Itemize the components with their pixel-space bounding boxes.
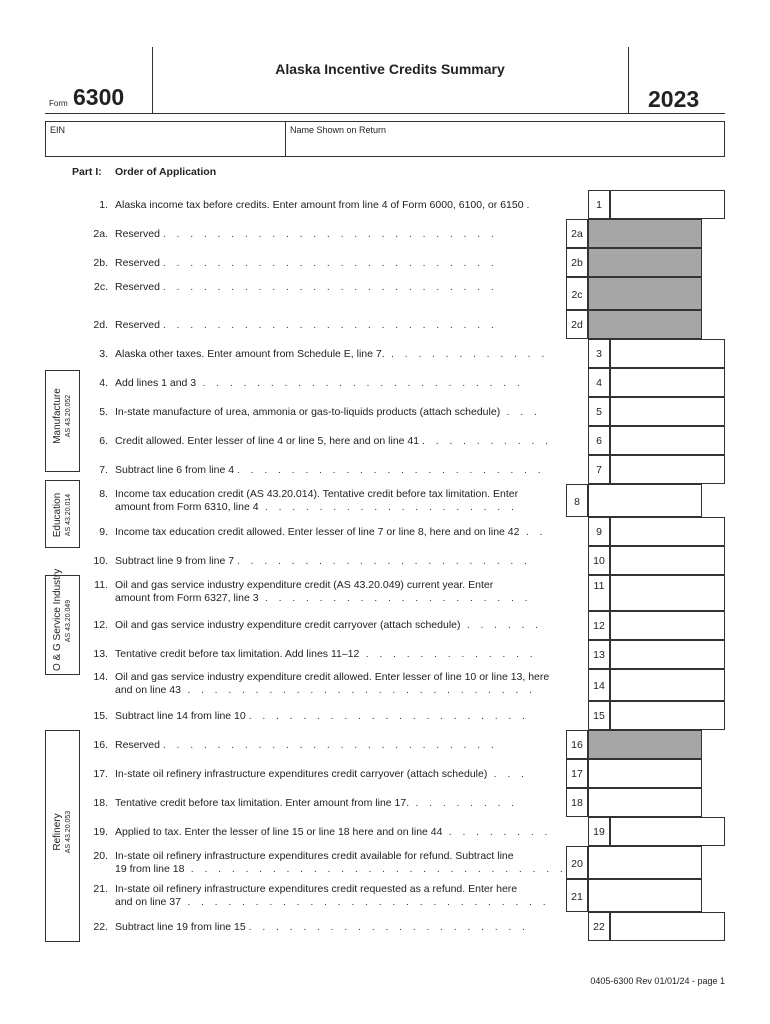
amount-field-2b: [588, 248, 702, 277]
line-text: Subtract line 6 from line 4 . . . . . . . . . . . . . . . . . . . . . . .: [115, 464, 542, 476]
form-prefix: Form: [49, 99, 68, 108]
refinery-title: Refinery: [52, 813, 63, 851]
manufacture-statute: AS 43.20.052: [65, 394, 72, 438]
manufacture-title: Manufacture: [52, 388, 63, 444]
line-label: 1.: [99, 199, 108, 211]
education-side-label: [45, 480, 80, 548]
line-text: Tentative credit before tax limitation. Enter amount from line 17. . . . . . . . .: [115, 797, 515, 809]
line-label: 6.: [99, 435, 108, 447]
amount-field-14[interactable]: [610, 669, 725, 701]
line-text: Subtract line 9 from line 7 . . . . . . . . . . . . . . . . . . . . . .: [115, 555, 528, 567]
amount-field-16: [588, 730, 702, 759]
line-label: 20.: [93, 850, 108, 862]
line-number-box: 20: [566, 846, 588, 879]
ein-label: EIN: [50, 125, 66, 135]
ein-field[interactable]: [50, 137, 280, 153]
amount-field-9[interactable]: [610, 517, 725, 546]
line-text: In-state oil refinery infrastructure expenditures credit available for refund. Subtract line 19 from line 18 . . . . . . . . . . . . . . . . . . . . . . . . . . . .: [115, 850, 564, 875]
line-number-box: 5: [588, 397, 610, 426]
line-text: Alaska income tax before credits. Enter amount from line 4 of Form 6000, 6100, or 6150 .: [115, 199, 530, 211]
amount-field-7[interactable]: [610, 455, 725, 484]
line-label: 2b.: [93, 257, 108, 269]
line-number-box: 9: [588, 517, 610, 546]
og-service-side-label: [45, 568, 80, 675]
line-label: 9.: [99, 526, 108, 538]
line-number-box: 8: [566, 484, 588, 517]
line-text: Oil and gas service industry expenditure credit carryover (attach schedule) . . . . . .: [115, 619, 539, 631]
line-number-box: 2d: [566, 310, 588, 339]
line-label: 7.: [99, 464, 108, 476]
line-text: Reserved . . . . . . . . . . . . . . . . . . . . . . . . .: [115, 228, 495, 240]
page-title: Alaska Incentive Credits Summary: [275, 61, 505, 77]
line-number-box: 19: [588, 817, 610, 846]
form-number: 6300: [73, 84, 125, 110]
tax-year: 2023: [648, 86, 700, 112]
line-label: 11.: [94, 579, 108, 591]
header-divider-left: [152, 47, 153, 113]
line-number-box: 1: [588, 190, 610, 219]
line-label: 4.: [99, 377, 108, 389]
line-label: 8.: [99, 488, 108, 500]
refinery-side-label: [45, 730, 80, 942]
amount-field-4[interactable]: [610, 368, 725, 397]
line-label: 17.: [93, 768, 108, 780]
amount-field-10[interactable]: [610, 546, 725, 575]
line-number-box: 2c: [566, 277, 588, 310]
line-number-box: 7: [588, 455, 610, 484]
line-text: Credit allowed. Enter lesser of line 4 or line 5, here and on line 41 . . . . . . . . . .: [115, 435, 549, 447]
part-label: Part I:: [72, 166, 102, 178]
line-number-box: 14: [588, 669, 610, 701]
refinery-statute: AS 43.20.053: [65, 810, 72, 854]
line-number-box: 21: [566, 879, 588, 912]
line-text: Reserved . . . . . . . . . . . . . . . . . . . . . . . . .: [115, 257, 495, 269]
line-text: In-state oil refinery infrastructure expenditures credit carryover (attach schedule) . . .: [115, 768, 525, 780]
line-number-box: 4: [588, 368, 610, 397]
line-number-box: 3: [588, 339, 610, 368]
amount-field-8[interactable]: [588, 484, 702, 517]
line-text: Subtract line 14 from line 10 . . . . . . . . . . . . . . . . . . . . .: [115, 710, 526, 722]
name-label: Name Shown on Return: [290, 125, 387, 135]
line-number-box: 2a: [566, 219, 588, 248]
line-text: Reserved . . . . . . . . . . . . . . . . . . . . . . . . .: [115, 319, 495, 331]
amount-field-13[interactable]: [610, 640, 725, 669]
manufacture-side-label: [45, 370, 80, 472]
line-label: 21.: [93, 883, 108, 895]
line-number-box: 16: [566, 730, 588, 759]
education-title: Education: [52, 492, 63, 538]
line-label: 2d.: [93, 319, 108, 331]
line-label: 3.: [99, 348, 108, 360]
line-text: Income tax education credit (AS 43.20.014). Tentative credit before tax limitation. Enter amount from Form 6310, line 4 . . . . . . . . . . . . . . . . . . .: [115, 488, 519, 513]
part-title: Order of Application: [115, 166, 217, 178]
line-number-box: 22: [588, 912, 610, 941]
line-label: 14.: [93, 671, 108, 683]
line-label: 2c.: [93, 281, 108, 293]
og-service-title: O & G Service Industry: [52, 568, 63, 671]
line-label: 2a.: [93, 228, 108, 240]
amount-field-2a: [588, 219, 702, 248]
form-revision: 0405-6300 Rev 01/01/24 - page 1: [590, 976, 725, 986]
line-label: 19.: [93, 826, 108, 838]
line-label: 12.: [93, 619, 108, 631]
amount-field-11[interactable]: [610, 575, 725, 611]
amount-field-2d: [588, 310, 702, 339]
line-number-box: 10: [588, 546, 610, 575]
line-number-box: 12: [588, 611, 610, 640]
amount-field-12[interactable]: [610, 611, 725, 640]
line-text: Alaska other taxes. Enter amount from Schedule E, line 7. . . . . . . . . . . . .: [115, 348, 545, 360]
line-label: 16.: [93, 739, 108, 751]
amount-field-6[interactable]: [610, 426, 725, 455]
amount-field-15[interactable]: [610, 701, 725, 730]
header-divider-right: [628, 47, 629, 113]
line-label: 10.: [93, 555, 108, 567]
og-service-statute: AS 43.20.049: [65, 599, 72, 643]
header-rule: [45, 113, 725, 114]
amount-field-5[interactable]: [610, 397, 725, 426]
name-field[interactable]: [290, 137, 720, 153]
education-statute: AS 43.20.014: [65, 493, 72, 537]
line-text: Tentative credit before tax limitation. Add lines 11–12 . . . . . . . . . . . . .: [115, 648, 534, 660]
line-text: Oil and gas service industry expenditure credit allowed. Enter lesser of line 10 or line 13, here and on line 43 . . . . . . . . . . . . . . . . . . . . . . . . . .: [115, 671, 550, 696]
line-text: Income tax education credit allowed. Enter lesser of line 7 or line 8, here and on line 42 . .: [115, 526, 543, 538]
line-text: Reserved . . . . . . . . . . . . . . . . . . . . . . . . .: [115, 739, 495, 751]
line-text: In-state manufacture of urea, ammonia or gas-to-liquids products (attach schedule) . . .: [115, 406, 538, 418]
line-text: Add lines 1 and 3 . . . . . . . . . . . . . . . . . . . . . . . .: [115, 377, 521, 389]
line-number-box: 2b: [566, 248, 588, 277]
line-text: Applied to tax. Enter the lesser of line 15 or line 18 here and on line 44 . . . . . . . .: [115, 826, 548, 838]
line-number-box: 6: [588, 426, 610, 455]
line-number-box: 17: [566, 759, 588, 788]
id-fields-divider: [285, 121, 286, 157]
line-text: Subtract line 19 from line 15 . . . . . . . . . . . . . . . . . . . . .: [115, 921, 526, 933]
amount-field-22[interactable]: [610, 912, 725, 941]
line-number-box: 13: [588, 640, 610, 669]
amount-field-3[interactable]: [610, 339, 725, 368]
amount-field-21[interactable]: [588, 879, 702, 912]
line-label: 15.: [93, 710, 108, 722]
amount-field-1[interactable]: [610, 190, 725, 219]
line-number-box: 15: [588, 701, 610, 730]
amount-field-20[interactable]: [588, 846, 702, 879]
line-text: Oil and gas service industry expenditure credit (AS 43.20.049) current year. Enter amount from Form 6327, line 3 . . . . . . . . . . . . . . . . . . . .: [115, 579, 529, 604]
line-number-box: 11: [588, 575, 610, 611]
line-text: In-state oil refinery infrastructure expenditures credit requested as a refund. Enter here and on line 37 . . . . . . . . . . . . . . . . . . . . . . . . . . .: [115, 883, 547, 908]
amount-field-2c: [588, 277, 702, 310]
amount-field-19[interactable]: [610, 817, 725, 846]
amount-field-18[interactable]: [588, 788, 702, 817]
line-label: 13.: [93, 648, 108, 660]
line-number-box: 18: [566, 788, 588, 817]
amount-field-17[interactable]: [588, 759, 702, 788]
line-label: 22.: [93, 921, 108, 933]
line-text: Reserved . . . . . . . . . . . . . . . . . . . . . . . . .: [115, 281, 495, 293]
line-label: 18.: [93, 797, 108, 809]
line-label: 5.: [99, 406, 108, 418]
